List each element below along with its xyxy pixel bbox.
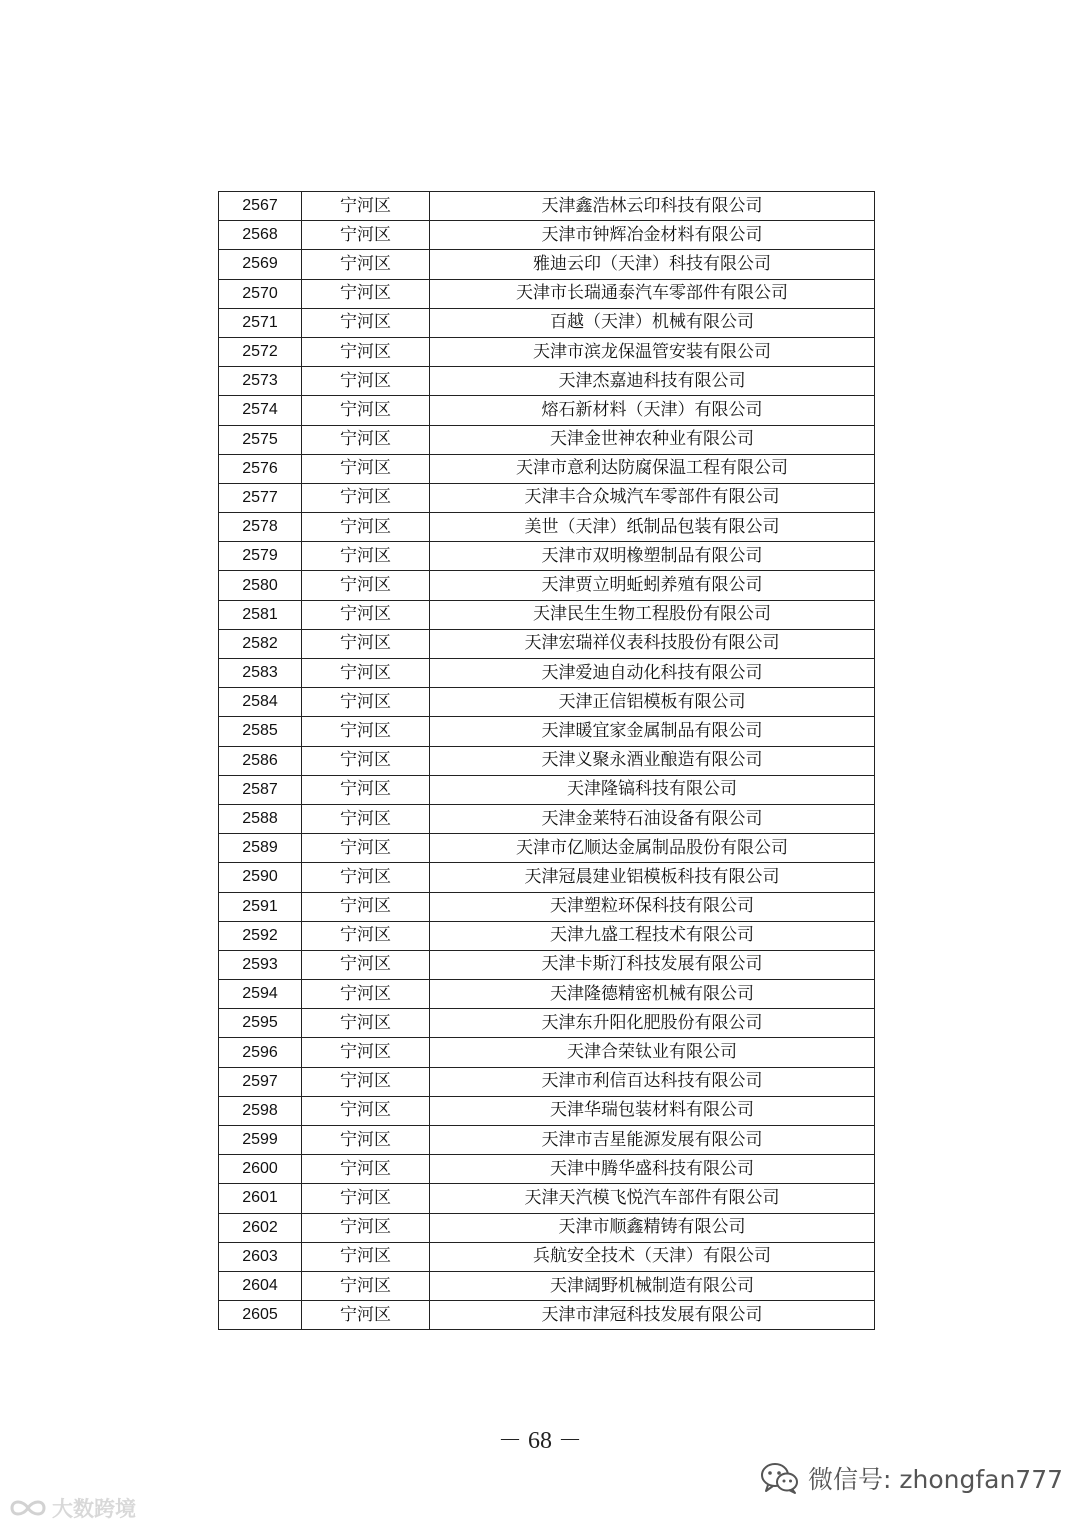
row-number-cell: 2575 (219, 425, 302, 454)
district-cell: 宁河区 (302, 921, 430, 950)
row-number-cell: 2594 (219, 980, 302, 1009)
table-row (219, 396, 875, 425)
table-row (219, 483, 875, 512)
table-row (219, 513, 875, 542)
company-name-cell: 天津贾立明蚯蚓养殖有限公司 (430, 571, 875, 600)
row-number-cell: 2605 (219, 1301, 302, 1330)
district-cell: 宁河区 (302, 1213, 430, 1242)
company-name-cell: 天津市钟辉冶金材料有限公司 (430, 221, 875, 250)
row-number-cell: 2568 (219, 221, 302, 250)
company-name-cell: 美世（天津）纸制品包装有限公司 (430, 513, 875, 542)
district-cell: 宁河区 (302, 1096, 430, 1125)
row-number-cell: 2587 (219, 775, 302, 804)
table-row (219, 221, 875, 250)
row-number-cell: 2584 (219, 688, 302, 717)
district-cell: 宁河区 (302, 1038, 430, 1067)
row-number-cell: 2581 (219, 600, 302, 629)
district-cell: 宁河区 (302, 192, 430, 221)
corner-watermark (8, 1494, 136, 1522)
page-number: － 68 － (498, 1428, 582, 1454)
company-name-cell: 天津义聚永酒业酿造有限公司 (430, 746, 875, 775)
district-cell: 宁河区 (302, 454, 430, 483)
row-number-cell: 2580 (219, 571, 302, 600)
company-name-cell: 天津市长瑞通泰汽车零部件有限公司 (430, 279, 875, 308)
district-cell: 宁河区 (302, 367, 430, 396)
company-name-cell: 天津隆德精密机械有限公司 (430, 980, 875, 1009)
district-cell: 宁河区 (302, 1067, 430, 1096)
company-name-cell: 天津东升阳化肥股份有限公司 (430, 1009, 875, 1038)
table-body (219, 192, 875, 1330)
district-cell: 宁河区 (302, 1155, 430, 1184)
table-row (219, 571, 875, 600)
wechat-icon (760, 1461, 800, 1495)
table-row (219, 746, 875, 775)
district-cell: 宁河区 (302, 571, 430, 600)
row-number-cell: 2589 (219, 834, 302, 863)
table-row (219, 717, 875, 746)
table-row (219, 1038, 875, 1067)
district-cell: 宁河区 (302, 834, 430, 863)
company-name-cell: 天津爱迪自动化科技有限公司 (430, 659, 875, 688)
table-row (219, 454, 875, 483)
district-cell: 宁河区 (302, 425, 430, 454)
district-cell: 宁河区 (302, 337, 430, 366)
table-row (219, 1184, 875, 1213)
row-number-cell: 2571 (219, 308, 302, 337)
table-row (219, 921, 875, 950)
row-number-cell: 2590 (219, 863, 302, 892)
corner-watermark-text: 大数跨境 (52, 1497, 136, 1521)
row-number-cell: 2588 (219, 804, 302, 833)
row-number-cell: 2599 (219, 1126, 302, 1155)
row-number-cell: 2593 (219, 950, 302, 979)
table-row (219, 1242, 875, 1271)
table-row (219, 1301, 875, 1330)
row-number-cell: 2604 (219, 1271, 302, 1300)
table-row (219, 892, 875, 921)
table-row (219, 542, 875, 571)
company-name-cell: 天津市滨龙保温管安装有限公司 (430, 337, 875, 366)
company-name-cell: 天津鑫浩林云印科技有限公司 (430, 192, 875, 221)
table-row (219, 1009, 875, 1038)
district-cell: 宁河区 (302, 659, 430, 688)
district-cell: 宁河区 (302, 804, 430, 833)
district-cell: 宁河区 (302, 1009, 430, 1038)
company-name-cell: 天津隆镐科技有限公司 (430, 775, 875, 804)
wechat-watermark (760, 1458, 1063, 1498)
district-cell: 宁河区 (302, 250, 430, 279)
row-number-cell: 2570 (219, 279, 302, 308)
district-cell: 宁河区 (302, 892, 430, 921)
company-name-cell: 天津合荣钛业有限公司 (430, 1038, 875, 1067)
company-name-cell: 天津金世神农种业有限公司 (430, 425, 875, 454)
company-name-cell: 天津市顺鑫精铸有限公司 (430, 1213, 875, 1242)
row-number-cell: 2585 (219, 717, 302, 746)
row-number-cell: 2572 (219, 337, 302, 366)
district-cell: 宁河区 (302, 688, 430, 717)
table-row (219, 629, 875, 658)
table-row (219, 775, 875, 804)
company-name-cell: 熔石新材料（天津）有限公司 (430, 396, 875, 425)
row-number-cell: 2574 (219, 396, 302, 425)
row-number-cell: 2573 (219, 367, 302, 396)
table-row (219, 804, 875, 833)
table-row (219, 192, 875, 221)
company-name-cell: 天津市吉星能源发展有限公司 (430, 1126, 875, 1155)
row-number-cell: 2602 (219, 1213, 302, 1242)
table-row (219, 1213, 875, 1242)
row-number-cell: 2576 (219, 454, 302, 483)
row-number-cell: 2578 (219, 513, 302, 542)
district-cell: 宁河区 (302, 980, 430, 1009)
table-row (219, 250, 875, 279)
row-number-cell: 2567 (219, 192, 302, 221)
row-number-cell: 2596 (219, 1038, 302, 1067)
table-row (219, 659, 875, 688)
row-number-cell: 2597 (219, 1067, 302, 1096)
company-name-cell: 天津暖宜家金属制品有限公司 (430, 717, 875, 746)
row-number-cell: 2577 (219, 483, 302, 512)
district-cell: 宁河区 (302, 1242, 430, 1271)
infinity-logo-icon (8, 1497, 48, 1519)
row-number-cell: 2569 (219, 250, 302, 279)
company-name-cell: 天津塑粒环保科技有限公司 (430, 892, 875, 921)
row-number-cell: 2600 (219, 1155, 302, 1184)
table-row (219, 337, 875, 366)
row-number-cell: 2603 (219, 1242, 302, 1271)
company-name-cell: 雅迪云印（天津）科技有限公司 (430, 250, 875, 279)
row-number-cell: 2592 (219, 921, 302, 950)
company-table (218, 191, 875, 1330)
table-row (219, 1155, 875, 1184)
district-cell: 宁河区 (302, 308, 430, 337)
row-number-cell: 2595 (219, 1009, 302, 1038)
table-row (219, 367, 875, 396)
company-name-cell: 天津冠晨建业铝模板科技有限公司 (430, 863, 875, 892)
company-name-cell: 天津卡斯汀科技发展有限公司 (430, 950, 875, 979)
district-cell: 宁河区 (302, 1184, 430, 1213)
table-row (219, 425, 875, 454)
district-cell: 宁河区 (302, 746, 430, 775)
row-number-cell: 2601 (219, 1184, 302, 1213)
district-cell: 宁河区 (302, 863, 430, 892)
row-number-cell: 2583 (219, 659, 302, 688)
district-cell: 宁河区 (302, 629, 430, 658)
company-name-cell: 兵航安全技术（天津）有限公司 (430, 1242, 875, 1271)
district-cell: 宁河区 (302, 775, 430, 804)
district-cell: 宁河区 (302, 1126, 430, 1155)
company-name-cell: 天津丰合众城汽车零部件有限公司 (430, 483, 875, 512)
district-cell: 宁河区 (302, 513, 430, 542)
company-name-cell: 天津市利信百达科技有限公司 (430, 1067, 875, 1096)
company-name-cell: 天津天汽模飞悦汽车部件有限公司 (430, 1184, 875, 1213)
company-name-cell: 天津市双明橡塑制品有限公司 (430, 542, 875, 571)
district-cell: 宁河区 (302, 717, 430, 746)
district-cell: 宁河区 (302, 483, 430, 512)
company-name-cell: 天津九盛工程技术有限公司 (430, 921, 875, 950)
company-name-cell: 天津阔野机械制造有限公司 (430, 1271, 875, 1300)
table-row (219, 863, 875, 892)
table-row (219, 1096, 875, 1125)
district-cell: 宁河区 (302, 1301, 430, 1330)
table-row (219, 1271, 875, 1300)
district-cell: 宁河区 (302, 279, 430, 308)
row-number-cell: 2591 (219, 892, 302, 921)
company-name-cell: 天津市意利达防腐保温工程有限公司 (430, 454, 875, 483)
company-name-cell: 天津中腾华盛科技有限公司 (430, 1155, 875, 1184)
company-name-cell: 天津正信铝模板有限公司 (430, 688, 875, 717)
row-number-cell: 2586 (219, 746, 302, 775)
district-cell: 宁河区 (302, 600, 430, 629)
district-cell: 宁河区 (302, 542, 430, 571)
company-name-cell: 百越（天津）机械有限公司 (430, 308, 875, 337)
company-name-cell: 天津杰嘉迪科技有限公司 (430, 367, 875, 396)
district-cell: 宁河区 (302, 950, 430, 979)
company-name-cell: 天津华瑞包装材料有限公司 (430, 1096, 875, 1125)
table-row (219, 980, 875, 1009)
table-row (219, 834, 875, 863)
table-row (219, 950, 875, 979)
company-name-cell: 天津市津冠科技发展有限公司 (430, 1301, 875, 1330)
table-row (219, 1067, 875, 1096)
row-number-cell: 2579 (219, 542, 302, 571)
table-row (219, 279, 875, 308)
district-cell: 宁河区 (302, 221, 430, 250)
row-number-cell: 2598 (219, 1096, 302, 1125)
table-row (219, 688, 875, 717)
district-cell: 宁河区 (302, 396, 430, 425)
table-row (219, 1126, 875, 1155)
company-name-cell: 天津宏瑞祥仪表科技股份有限公司 (430, 629, 875, 658)
wechat-id-text: 微信号: zhongfan777 (808, 1465, 1064, 1494)
row-number-cell: 2582 (219, 629, 302, 658)
district-cell: 宁河区 (302, 1271, 430, 1300)
company-name-cell: 天津金莱特石油设备有限公司 (430, 804, 875, 833)
company-name-cell: 天津民生生物工程股份有限公司 (430, 600, 875, 629)
table-row (219, 308, 875, 337)
table-row (219, 600, 875, 629)
company-name-cell: 天津市亿顺达金属制品股份有限公司 (430, 834, 875, 863)
